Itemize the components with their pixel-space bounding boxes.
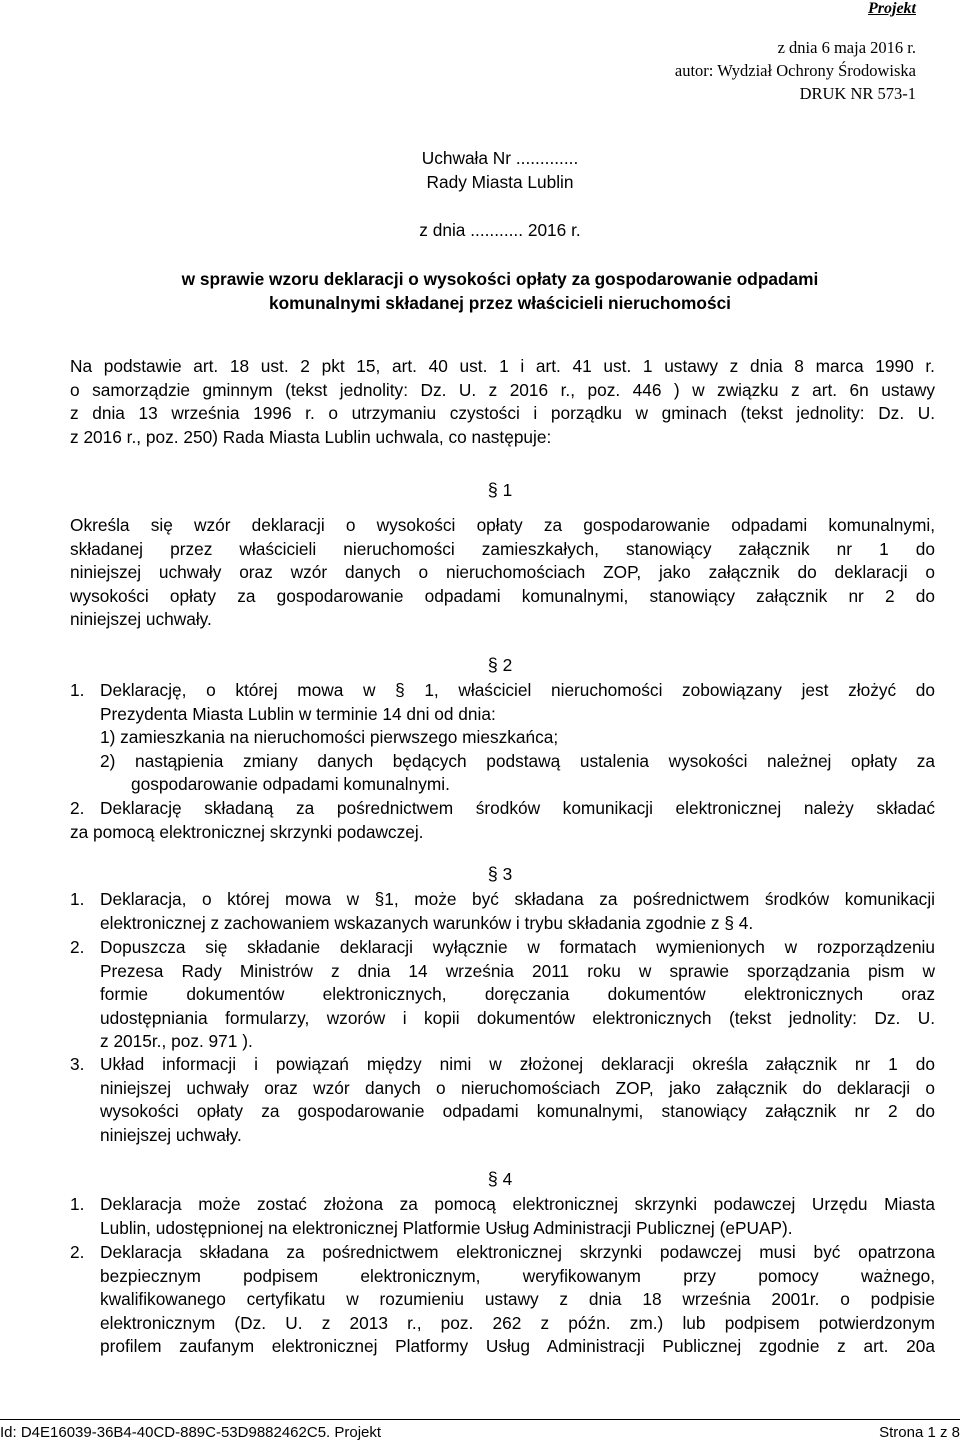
section-1-line: niniejszej uchwały. [70, 609, 212, 630]
section-number: 2 [502, 655, 513, 675]
section-3-item-3 [70, 1053, 935, 1147]
section-sign: § [487, 864, 498, 884]
sub-item-2-continued: gospodarowanie odpadami komunalnymi. [131, 774, 450, 795]
section-4-heading [0, 1169, 960, 1190]
item-line: bezpiecznym podpisem elektronicznym, weryfikowanym przy pomocy ważnego, [100, 1265, 935, 1286]
resolution-date: z dnia ........... 2016 r. [419, 220, 581, 240]
item-line: niniejszej uchwały oraz wzór danych o nieruchomościach ZOP, jako załącznik do deklaracji o [100, 1077, 935, 1098]
preamble-line: z dnia 13 września 1996 r. o utrzymaniu czystości i porządku w gminach (tekst jednolity: Dz. U. [70, 403, 935, 424]
item-line: z 2015r., poz. 971 ). [100, 1031, 253, 1052]
item-line: niniejszej uchwały. [100, 1124, 242, 1145]
item-line: kwalifikowanego certyfikatu w rozumieniu ustawy z dnia 18 września 2001r. o podpisie [100, 1289, 935, 1310]
item-line: Deklarację składaną za pośrednictwem środków komunikacji elektronicznej należy składać [100, 798, 935, 818]
section-1-body [70, 514, 935, 632]
council-name: Rady Miasta Lublin [426, 172, 574, 192]
section-1-line: składanej przez właścicieli nieruchomości zamieszkałych, stanowiący załącznik nr 1 do [70, 538, 935, 559]
preamble-line: Na podstawie art. 18 ust. 2 pkt 15, art. 40 ust. 1 i art. 41 ust. 1 ustawy z dnia 8 marca 1990 r. [70, 356, 935, 376]
item-line: udostępniania formularzy, wzorów i kopii dokumentów elektronicznych (tekst jednolity: Dz. U. [100, 1007, 935, 1028]
item-number: 2. [70, 798, 85, 818]
section-1-heading [0, 480, 960, 501]
item-line: Lublin, udostępnionej na elektronicznej Platformie Usług Administracji Publicznej (ePUAP). [100, 1217, 793, 1238]
draft-label: Projekt [868, 0, 916, 17]
section-number: 1 [502, 480, 513, 500]
page-number: Strona 1 z 8 [879, 1424, 960, 1441]
sub-item-2: 2) nastąpienia zmiany danych będących podstawą ustalenia wysokości należnej opłaty za [100, 750, 935, 771]
section-number: 3 [502, 864, 513, 884]
preamble-line: o samorządzie gminnym (tekst jednolity: Dz. U. z 2016 r., poz. 446 ) w związku z art. 6n ustawy [70, 379, 935, 400]
section-1-line: wysokości opłaty za gospodarowanie odpadami komunalnymi, stanowiący załącznik nr 2 do [70, 585, 935, 606]
section-sign: § [487, 655, 498, 675]
section-3-item-1 [70, 888, 935, 935]
resolution-subject-line-1: w sprawie wzoru deklaracji o wysokości opłaty za gospodarowanie odpadami [181, 269, 819, 289]
section-number: 4 [502, 1169, 513, 1189]
item-line: Deklaracja składana za pośrednictwem elektronicznej skrzynki podawczej musi być opatrzona [100, 1242, 935, 1262]
item-line: Deklarację, o której mowa w § 1, właściciel nieruchomości zobowiązany jest złożyć do [100, 680, 935, 700]
section-sign: § [487, 480, 498, 500]
item-line: elektronicznej z zachowaniem wskazanych warunków i trybu składania zgodnie z § 4. [100, 912, 754, 933]
item-line: Układ informacji i powiązań między nimi w złożonej deklaracji określa załącznik nr 1 do [100, 1054, 935, 1074]
item-line: Prezydenta Miasta Lublin w terminie 14 dni od dnia: [100, 703, 496, 724]
section-2-heading [0, 655, 960, 676]
document-date: z dnia 6 maja 2016 r. [777, 38, 916, 57]
preamble-line: z 2016 r., poz. 250) Rada Miasta Lublin uchwala, co następuje: [70, 426, 552, 447]
item-line: Dopuszcza się składanie deklaracji wyłącznie w formatach wymienionych w rozporządzeniu [100, 937, 935, 957]
section-1-line: Określa się wzór deklaracji o wysokości opłaty za gospodarowanie odpadami komunalnymi, [70, 515, 935, 535]
document-print-number: DRUK NR 573-1 [799, 84, 916, 103]
section-1-line: niniejszej uchwały oraz wzór danych o nieruchomościach ZOP, jako załącznik do deklaracji o [70, 562, 935, 583]
section-2-item-2 [70, 797, 935, 844]
preamble [70, 355, 935, 449]
section-4-item-1 [70, 1193, 935, 1240]
document-id: Id: D4E16039-36B4-40CD-889C-53D9882462C5. Projekt [0, 1424, 382, 1441]
section-3-item-2 [70, 936, 935, 1054]
item-number: 1. [70, 889, 85, 909]
item-number: 2. [70, 937, 85, 957]
item-line: Prezesa Rady Ministrów z dnia 14 września 2011 roku w sprawie sporządzania pism w [100, 960, 935, 981]
item-line: Deklaracja, o której mowa w §1, może być składana za pośrednictwem środków komunikacji [100, 889, 935, 909]
item-number: 3. [70, 1054, 85, 1074]
item-number: 1. [70, 1194, 85, 1214]
item-number: 2. [70, 1242, 85, 1262]
item-line: wysokości opłaty za gospodarowanie odpadami komunalnymi, stanowiący załącznik nr 2 do [100, 1101, 935, 1122]
section-3-heading [0, 864, 960, 885]
item-line: elektronicznym (Dz. U. z 2013 r., poz. 262 z późn. zm.) lub podpisem potwierdzonym [100, 1312, 935, 1333]
section-sign: § [487, 1169, 498, 1189]
item-line: profilem zaufanym elektronicznej Platformy Usług Administracji Publicznej zgodnie z art. 20a [100, 1336, 935, 1357]
section-4-item-2 [70, 1241, 935, 1359]
item-line: za pomocą elektronicznej skrzynki podawczej. [70, 821, 424, 842]
resolution-number: Uchwała Nr ............. [421, 148, 579, 168]
section-2-item-1 [70, 679, 935, 797]
item-line: Deklaracja może zostać złożona za pomocą elektronicznej skrzynki podawczej Urzędu Miasta [100, 1194, 935, 1214]
resolution-subject-line-2: komunalnymi składanej przez właścicieli nieruchomości [269, 293, 731, 313]
footer-divider [0, 1419, 960, 1420]
sub-item-1: 1) zamieszkania na nieruchomości pierwszego mieszkańca; [100, 727, 559, 748]
document-author: autor: Wydział Ochrony Środowiska [674, 61, 916, 80]
item-line: formie dokumentów elektronicznych, doręczania dokumentów elektronicznych oraz [100, 984, 935, 1005]
item-number: 1. [70, 680, 85, 700]
